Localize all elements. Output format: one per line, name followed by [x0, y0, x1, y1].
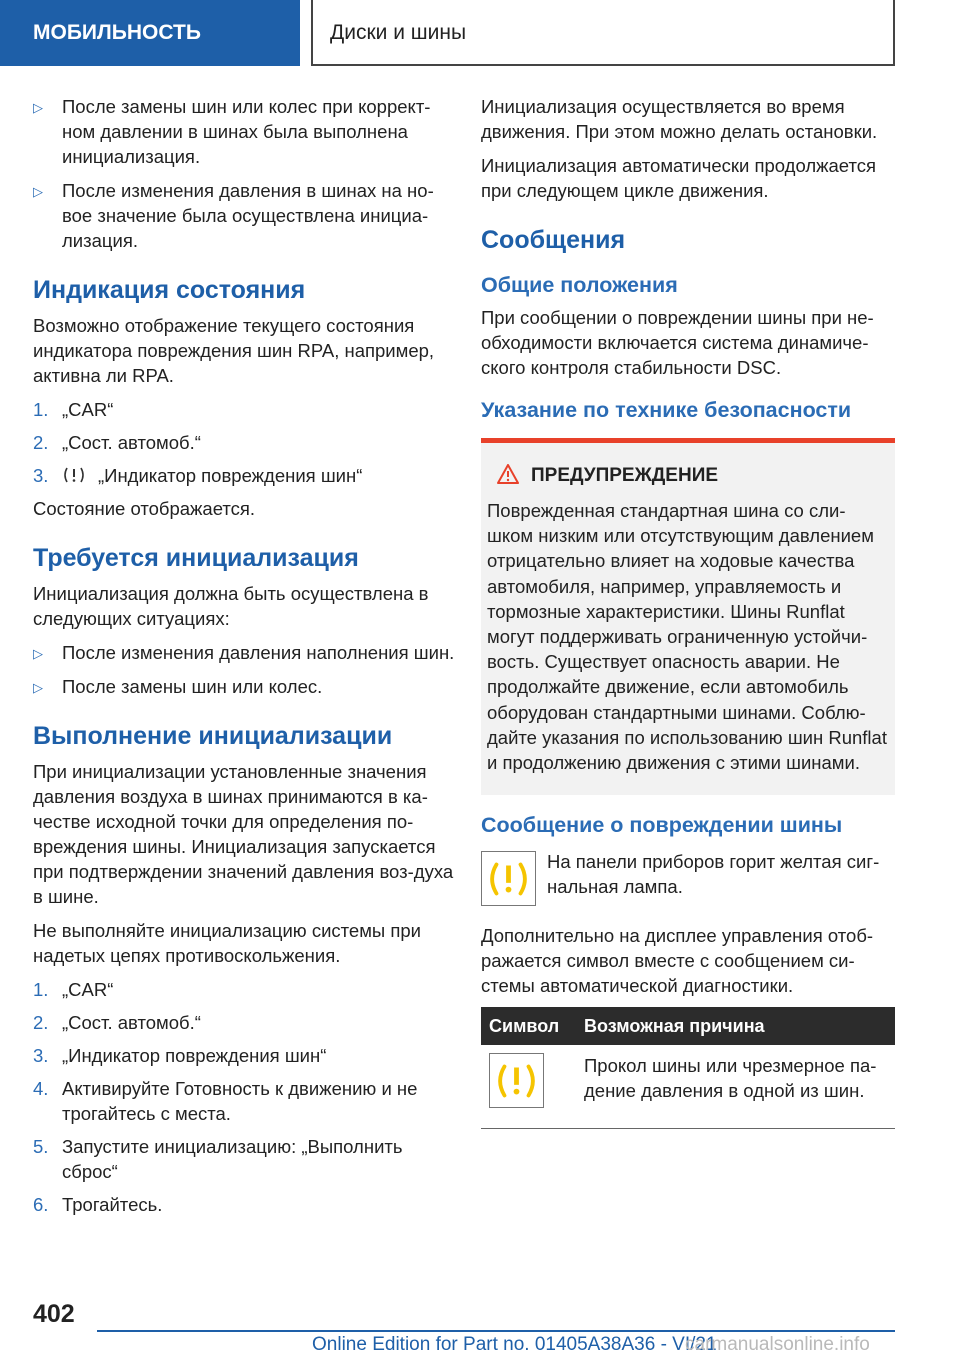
status-text: Возможно отображение текущего состояния индикатора повреждения шин RPA, например, активна ли RPA. [33, 315, 435, 386]
status-after: Состояние отображается. [33, 498, 256, 519]
messages-heading: Сообщения [481, 226, 626, 254]
edition-text: Online Edition for Part no. 01405A38A36 - VI/21 [312, 1334, 717, 1355]
list-item: 2. „Сост. автомоб.“ [33, 432, 201, 453]
required-text: Инициализация должна быть осуществлена в следующих ситуациях: [33, 583, 429, 629]
list-item: 4. Активируйте Готовность к движению и не трогайтесь с места. [33, 1078, 418, 1124]
warning-title: ПРЕДУПРЕЖДЕНИЕ [531, 465, 719, 486]
triangle-bullet-icon: ▷ [33, 646, 43, 661]
perform-heading: Выполнение инициализации [33, 722, 393, 750]
list-item: 3. „Индикатор повреждения шин“ [33, 1045, 327, 1066]
required-bullet-list [33, 640, 463, 699]
column-header-cause: Возможная причина [576, 1007, 895, 1045]
chapter-title: Диски и шины [311, 0, 895, 66]
column-header-symbol: Символ [481, 1007, 576, 1045]
cause-cell: Прокол шины или чрезмерное па-дение давления в одной из шин. [576, 1045, 895, 1129]
perform-text-1: При инициализации установленные значения давления воздуха в шинах принимаются в ка-честве исходной точки для определения по-вреждения шины. Инициализация запускается при подтверждении значений давления воз-духа в шине. [33, 761, 454, 907]
triangle-bullet-icon: ▷ [33, 100, 43, 115]
list-item: 5. Запустите инициализацию: „Выполнить сброс“ [33, 1136, 403, 1182]
right-column [481, 94, 895, 1129]
intro-bullet-list [33, 94, 463, 253]
init-text-2: Инициализация автоматически продолжается при следующем цикле движения. [481, 155, 877, 201]
table-header-row [481, 1007, 895, 1045]
status-steps [33, 397, 463, 488]
page-header [0, 0, 960, 66]
watermark: carmanualsonline.info [685, 1334, 870, 1355]
tire-pressure-warning-icon [481, 851, 536, 906]
init-text-1: Инициализация осуществляется во время движения. При этом можно делать остановки. [481, 96, 878, 142]
safety-heading: Указание по технике безопасности [481, 398, 852, 422]
general-text: При сообщении о повреждении шины при не-обходимости включается система динамиче-ского контроля стабильности DSC. [481, 307, 874, 378]
damage-lamp-row [481, 849, 895, 909]
footer-divider [97, 1330, 895, 1332]
list-item: ▷ После изменения давления в шинах на но-вое значение была осуществлена инициа-лизация. [33, 180, 434, 251]
list-item: 1. „CAR“ [33, 979, 114, 1000]
triangle-bullet-icon: ▷ [33, 184, 43, 199]
general-heading: Общие положения [481, 273, 678, 297]
required-heading: Требуется инициализация [33, 544, 359, 572]
list-item: 1. „CAR“ [33, 399, 114, 420]
list-item: 2. „Сост. автомоб.“ [33, 1012, 201, 1033]
perform-text-2: Не выполняйте инициализацию системы при надетых цепях противоскольжения. [33, 920, 422, 966]
warning-text: Поврежденная стандартная шина со сли-шком низким или отсутствующим давлением отрицательно влияет на ходовые качества автомобиля, например, управляемость и тормозные характеристики. Шины Runflat могут поддерживать ограниченную устойчи-вость. Существует опасность аварии. Не продолжайте движение, если автомобиль оборудован стандартными шинами. Соблю-дайте указания по использованию шин Runflat и продолжению движения с этими шинами. [487, 500, 887, 774]
damage-heading: Сообщение о повреждении шины [481, 813, 843, 838]
section-title: МОБИЛЬНОСТЬ [0, 0, 300, 66]
list-item: 3. „Индикатор повреждения шин“ [33, 465, 363, 486]
table-row [481, 1045, 895, 1129]
tire-pressure-warning-icon [489, 1053, 544, 1108]
damage-text: Дополнительно на дисплее управления отоб-ражается символ вместе с сообщением си-стемы автоматической диагностики. [481, 925, 874, 997]
triangle-bullet-icon: ▷ [33, 680, 43, 695]
perform-steps [33, 977, 463, 1217]
symbol-table [481, 1007, 895, 1129]
tire-pressure-warning-icon [62, 465, 86, 485]
status-heading: Индикация состояния [33, 276, 306, 304]
damage-lamp-text: На панели приборов горит желтая сиг-нальная лампа. [547, 851, 880, 898]
warning-triangle-icon [497, 464, 519, 484]
list-item: ▷ После замены шин или колес при коррект-ном давлении в шинах была выполнена инициализация. [33, 96, 431, 167]
list-item: ▷ После замены шин или колес. [33, 674, 463, 699]
page-number: 402 [33, 1300, 75, 1328]
list-item: ▷ После изменения давления наполнения шин. [33, 640, 463, 665]
list-item: 6. Трогайтесь. [33, 1194, 163, 1215]
warning-box [481, 438, 895, 795]
left-column [33, 94, 463, 1225]
